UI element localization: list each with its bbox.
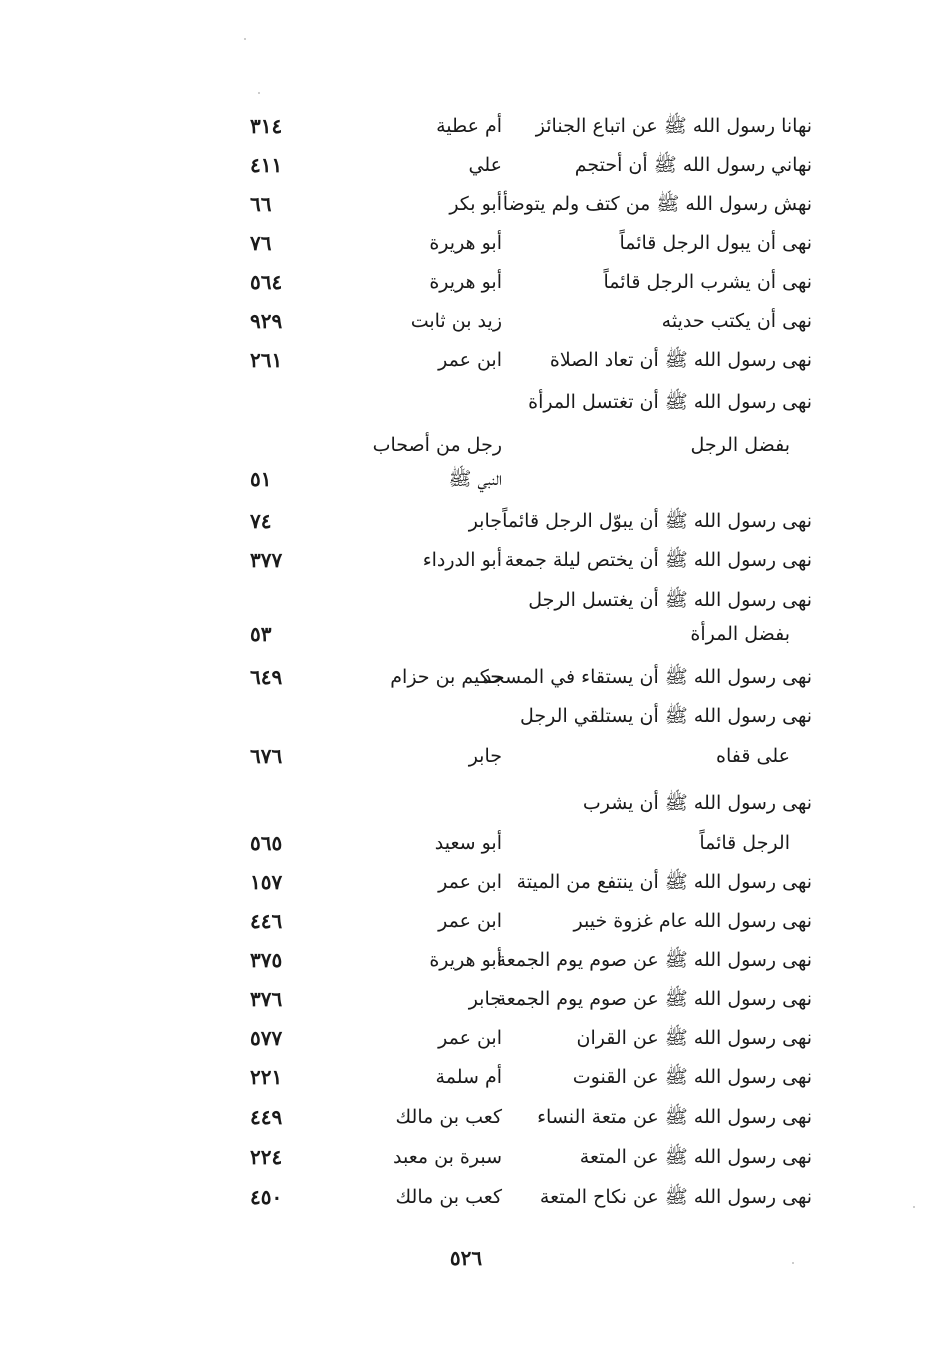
index-entry <box>0 943 932 977</box>
narrator: كعب بن مالك <box>395 1106 502 1128</box>
page-number <box>250 583 310 617</box>
page-number: ٧٤ <box>250 509 272 533</box>
narrator: أبو هريرة <box>429 949 502 971</box>
hadith-text: نهى رسول الله ﷺ أن ينتفع من الميتة <box>516 871 812 893</box>
index-entry <box>0 739 932 773</box>
narrator: أبو بكر <box>449 193 502 215</box>
page-number: ٥٦٥ <box>250 831 283 855</box>
hadith-text: نهى رسول الله ﷺ أن يختص ليلة جمعة <box>504 549 812 571</box>
page-number <box>250 699 310 733</box>
narrator: جابر <box>468 510 502 532</box>
scan-speck <box>244 38 246 40</box>
index-entry <box>0 617 932 651</box>
page-number: ٤٥٠ <box>250 1185 283 1209</box>
index-entry <box>0 265 932 299</box>
narrator: سبرة بن معبد <box>393 1146 502 1168</box>
page-number <box>250 385 310 419</box>
page-number: ٣٧٦ <box>250 987 283 1011</box>
narrator: ابن عمر <box>438 871 502 893</box>
page-number: ٢٢١ <box>250 1065 283 1089</box>
hadith-text: نهى أن يشرب الرجل قائماً <box>603 271 812 293</box>
hadith-text: الرجل قائماً <box>699 832 790 854</box>
index-entry <box>0 1180 932 1214</box>
page-number <box>250 786 310 820</box>
index-entry <box>0 1060 932 1094</box>
page-number: ٦٦ <box>250 192 272 216</box>
hadith-text: نهى أن يبول الرجل قائماً <box>619 232 812 254</box>
index-entry <box>0 583 932 617</box>
hadith-text: على قفاه <box>716 745 790 767</box>
scan-speck <box>913 1206 915 1208</box>
index-entry <box>0 699 932 733</box>
hadith-text: نهى رسول الله عام غزوة خيبر <box>573 910 812 932</box>
index-entry <box>0 1100 932 1134</box>
hadith-text: نهى رسول الله ﷺ أن تغتسل المرأة <box>528 391 812 413</box>
hadith-text: نهش رسول الله ﷺ من كتف ولم يتوضأ <box>502 193 812 215</box>
hadith-text: نهى رسول الله ﷺ عن نكاح المتعة <box>539 1186 812 1208</box>
index-entry <box>0 148 932 182</box>
index-entry <box>0 904 932 938</box>
narrator: حكيم بن حزام <box>390 666 502 688</box>
hadith-text: نهى رسول الله ﷺ عن صوم يوم الجمعة <box>496 988 812 1010</box>
index-entry <box>0 543 932 577</box>
hadith-text: بفضل المرأة <box>690 623 790 645</box>
index-entry <box>0 462 932 496</box>
scan-speck <box>258 92 260 94</box>
index-entry <box>0 1140 932 1174</box>
index-entry <box>0 982 932 1016</box>
index-entry <box>0 304 932 338</box>
page-number: ٣١٤ <box>250 114 283 138</box>
index-entry <box>0 226 932 260</box>
hadith-text: نهى أن يكتب حديثه <box>661 310 812 332</box>
page-number: ٢٦١ <box>250 348 283 372</box>
narrator: أبو هريرة <box>429 232 502 254</box>
hadith-text: نهى رسول الله ﷺ أن يبوّل الرجل قائماً <box>502 510 812 532</box>
index-entry <box>0 428 932 462</box>
page-number: ٥٣ <box>250 622 272 646</box>
page-number: ٦٤٩ <box>250 665 283 689</box>
narrator: كعب بن مالك <box>395 1186 502 1208</box>
index-entry <box>0 504 932 538</box>
hadith-text: نهانا رسول الله ﷺ عن اتباع الجنائز <box>535 115 812 137</box>
page-number: ٧٦ <box>250 231 272 255</box>
narrator: ابن عمر <box>438 910 502 932</box>
narrator: أبو هريرة <box>429 271 502 293</box>
page-number: ٤٤٦ <box>250 909 283 933</box>
hadith-text: نهى رسول الله ﷺ أن يستلقي الرجل <box>520 705 812 727</box>
narrator: زيد بن ثابت <box>410 310 502 332</box>
page-number: ٥٧٧ <box>250 1026 283 1050</box>
index-entry <box>0 786 932 820</box>
narrator: أم عطية <box>436 115 502 137</box>
hadith-text: نهى رسول الله ﷺ أن تعاد الصلاة <box>549 349 812 371</box>
hadith-text: نهى رسول الله ﷺ أن يشرب <box>582 792 812 814</box>
hadith-text: نهى رسول الله ﷺ عن القران <box>576 1027 812 1049</box>
index-entry <box>0 660 932 694</box>
page-folio-number: ٥٢٦ <box>449 1246 483 1270</box>
index-entry <box>0 187 932 221</box>
page-number <box>250 428 310 462</box>
hadith-text: نهى رسول الله ﷺ عن القنوت <box>572 1066 812 1088</box>
scan-speck <box>792 1262 794 1264</box>
index-entry <box>0 826 932 860</box>
hadith-text: نهاني رسول الله ﷺ أن أحتجم <box>574 154 812 176</box>
page-number: ٣٧٧ <box>250 548 283 572</box>
page-number: ٣٧٥ <box>250 948 283 972</box>
index-entry <box>0 343 932 377</box>
hadith-text: نهى رسول الله ﷺ عن متعة النساء <box>537 1106 812 1128</box>
narrator: أبو سعيد <box>434 832 502 854</box>
index-entry <box>0 1021 932 1055</box>
hadith-text: نهى رسول الله ﷺ أن يستقاء في المسجد <box>482 666 812 688</box>
narrator: أبو الدرداء <box>422 549 502 571</box>
page-number: ٩٢٩ <box>250 309 283 333</box>
hadith-text: نهى رسول الله ﷺ عن صوم يوم الجمعة <box>496 949 812 971</box>
page-number: ٥١ <box>250 467 272 491</box>
page-number: ٦٧٦ <box>250 744 283 768</box>
hadith-text: نهى رسول الله ﷺ عن المتعة <box>579 1146 812 1168</box>
index-entry <box>0 385 932 419</box>
page-number: ٢٢٤ <box>250 1145 283 1169</box>
narrator: أم سلمة <box>435 1066 502 1088</box>
narrator: علي <box>468 154 502 176</box>
narrator: النبي ﷺ <box>448 468 502 490</box>
index-entry <box>0 109 932 143</box>
hadith-text: نهى رسول الله ﷺ أن يغتسل الرجل <box>528 589 812 611</box>
narrator: جابر <box>468 988 502 1010</box>
narrator: ابن عمر <box>438 349 502 371</box>
index-entry <box>0 865 932 899</box>
narrator: جابر <box>468 745 502 767</box>
hadith-text: بفضل الرجل <box>690 434 790 456</box>
page-number: ١٥٧ <box>250 870 283 894</box>
page-number: ٤١١ <box>250 153 283 177</box>
page-number: ٤٤٩ <box>250 1105 283 1129</box>
narrator: رجل من أصحاب <box>372 434 502 456</box>
page-number: ٥٦٤ <box>250 270 283 294</box>
narrator: ابن عمر <box>438 1027 502 1049</box>
